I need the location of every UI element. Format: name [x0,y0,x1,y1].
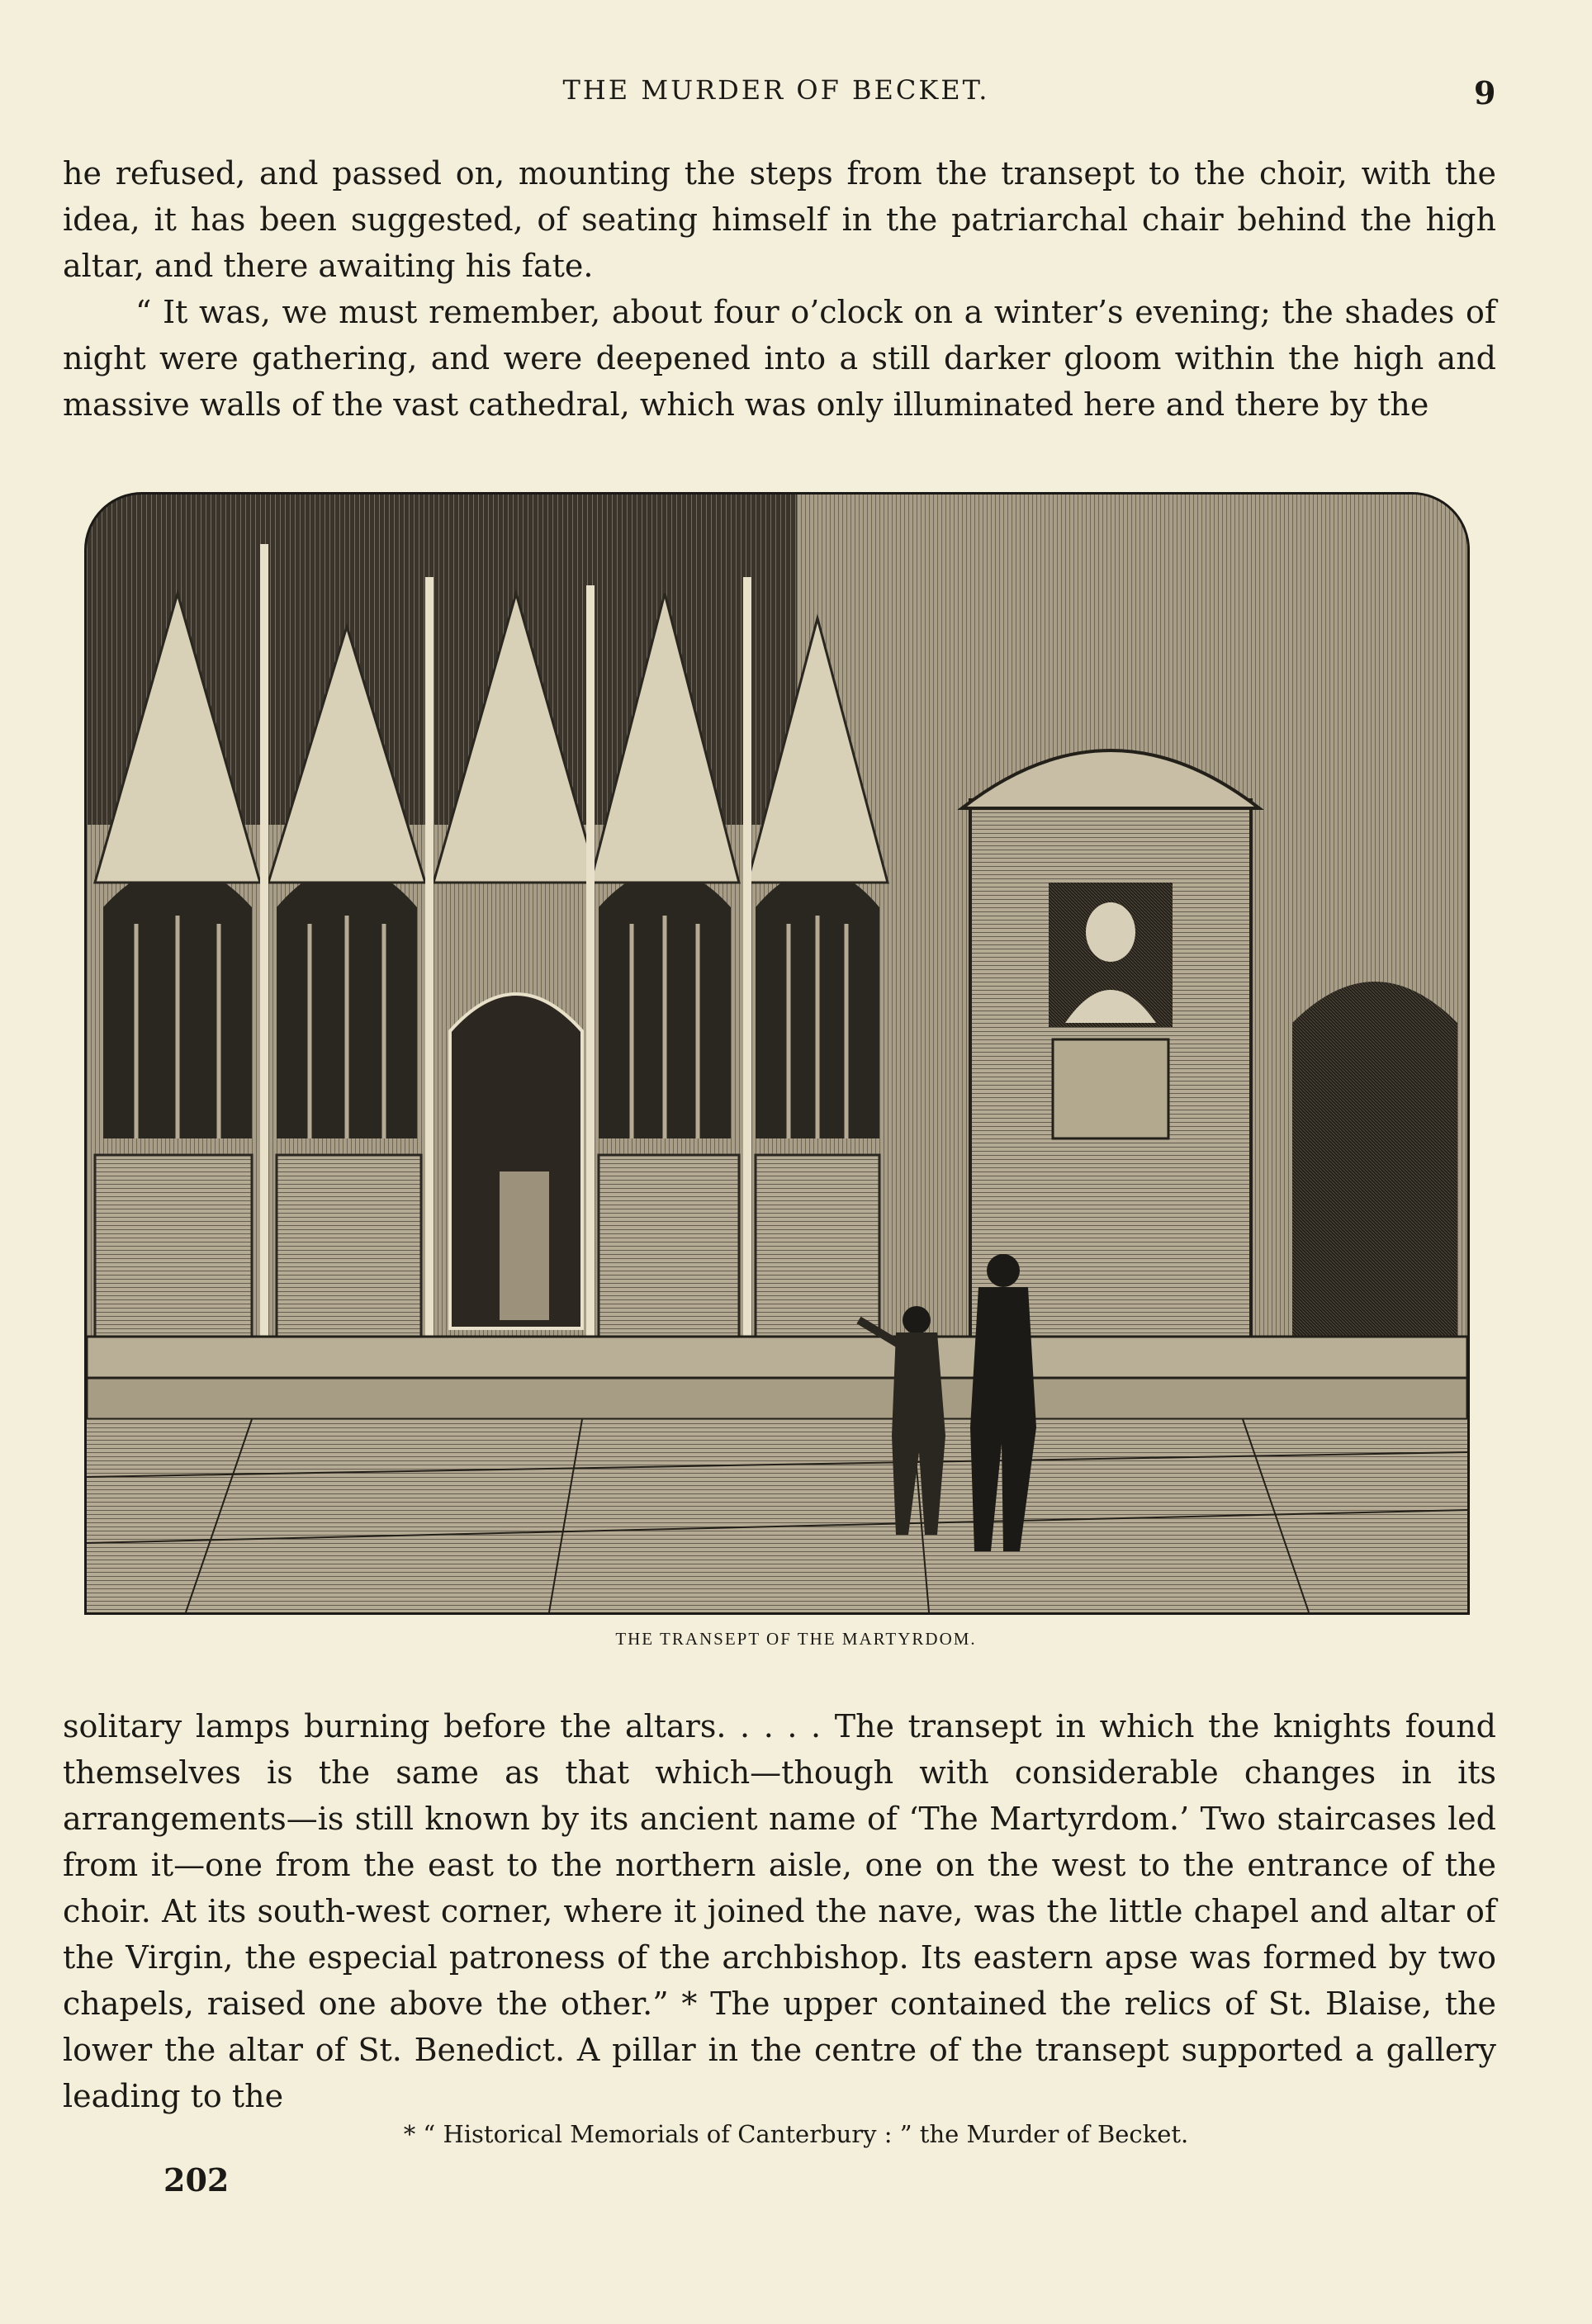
paragraph-1: he refused, and passed on, mounting the steps from the transept to the choir, with the idea, it has been suggested, of seating himself in the patriarchal chair behind the high altar, and there awaiting his fate. [63,155,1496,284]
paragraph-3: solitary lamps burning before the altars. . . . . The transept in which the knights found themselves is the same as that which—though with considerable changes in its arrangements—is still known by its ancient name of ‘The Martyrdom.’ Two staircases led from it—one from the east to the northern aisle, one on the west to the entrance of the choir. At its south-west corner, where it joined the nave, was the little chapel and altar of the Virgin, the especial patroness of the archbishop. Its eastern apse was formed by two chapels, raised one above the other.” * The upper contained the relics of St. Blaise, the lower the altar of St. Benedict. A pillar in the centre of the transept supported a gallery leading to the [63,1708,1496,2114]
footnote: * “ Historical Memorials of Canterbury : ” the Murder of Becket. [403,2120,1189,2148]
engraving-illustration [84,492,1470,1615]
paragraph-2: “ It was, we must remember, about four o’clock on a winter’s evening; the shades of night were gathering, and were deepened into a still darker gloom within the high and massive walls of the vast cathedral, which was only illuminated here and there by the [63,294,1496,423]
running-head [0,74,1592,116]
page-number: 9 [1474,74,1496,111]
signature-mark: 202 [163,2161,230,2199]
figure-caption: THE TRANSEPT OF THE MARTYRDOM. [615,1629,977,1649]
floor-steps [87,1337,1467,1612]
running-title: THE MURDER OF BECKET. [562,74,990,106]
